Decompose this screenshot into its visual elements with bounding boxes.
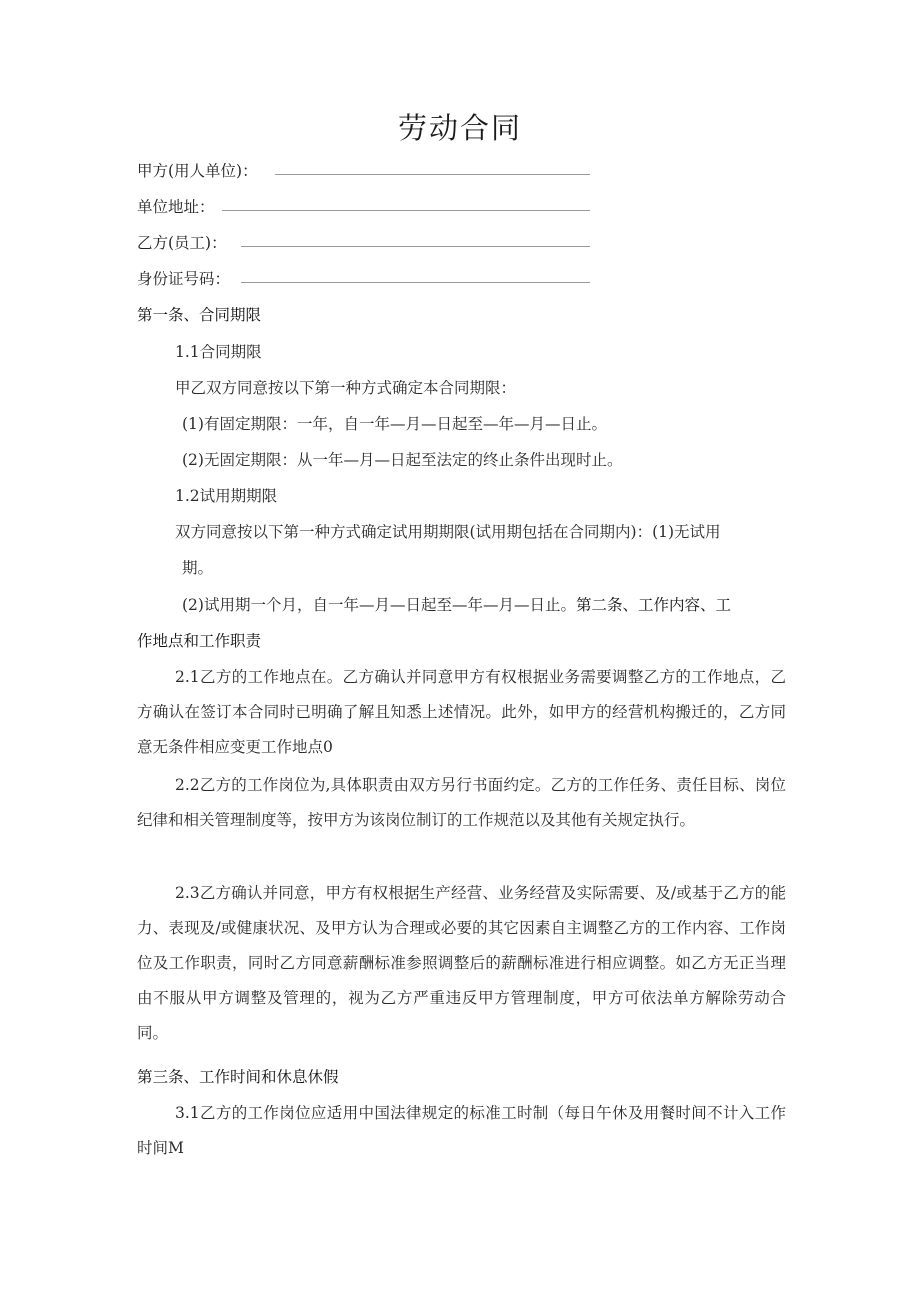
id-number-blank-line (241, 282, 590, 283)
article-2-heading-part-1: 第二条、工作内容、工 (575, 596, 731, 614)
address-blank-line (222, 210, 590, 211)
section-1-2-option-2: (2)试用期一个月，自一年—月—日起至—年—月—日止。 (182, 596, 576, 614)
address-field (137, 195, 590, 219)
employee-label: 乙方(员工)： (137, 234, 227, 252)
article-1-heading: 第一条、合同期限 (137, 306, 262, 324)
section-1-1-option-1: (1)有固定期限：一年，自一年—月—日起至—年—月—日止。 (182, 415, 607, 433)
article-3-heading: 第三条、工作时间和休息休假 (137, 1068, 339, 1086)
section-1-2-option-2-line (182, 593, 731, 617)
article-2-heading-part-2: 作地点和工作职责 (137, 632, 262, 650)
document-title: 劳动合同 (397, 111, 522, 145)
id-number-field (137, 267, 590, 291)
id-number-label: 身份证号码： (137, 270, 231, 288)
section-1-1-intro: 甲乙双方同意按以下第一种方式确定本合同期限： (175, 379, 517, 397)
employee-field (137, 231, 590, 255)
employee-blank-line (241, 246, 590, 247)
section-2-2-paragraph: 2.2乙方的工作岗位为,具体职责由双方另行书面约定。乙方的工作任务、责任目标、岗位纪律和相关管理制度等，按甲方为该岗位制订的工作规范以及其他有关规定执行。 (137, 776, 786, 829)
address-label: 单位地址： (137, 198, 215, 216)
section-2-3-paragraph: 2.3乙方确认并同意，甲方有权根据生产经营、业务经营及实际需要、及/或基于乙方的能力、表现及/或健康状况、及甲方认为合理或必要的其它因素自主调整乙方的工作内容、工作岗位及工作职责，同时乙方同意薪酬标准参照调整后的薪酬标准进行相应调整。如乙方无正当理由不服从甲方调整及管理的，视为乙方严重违反甲方管理制度，甲方可依法单方解除劳动合同。 (137, 884, 786, 1042)
section-1-1-title: 1.1合同期限 (175, 343, 262, 361)
employer-blank-line (275, 174, 590, 175)
section-3-1-paragraph: 3.1乙方的工作岗位应适用中国法律规定的标准工时制（每日午休及用餐时间不计入工作时间M (137, 1104, 786, 1157)
employer-field (137, 159, 590, 183)
employer-label: 甲方(用人单位)： (137, 162, 258, 180)
section-2-1-paragraph: 2.1乙方的工作地点在。乙方确认并同意甲方有权根据业务需要调整乙方的工作地点，乙方确认在签订本合同时已明确了解且知悉上述情况。此外，如甲方的经营机构搬迁的，乙方同意无条件相应变更工作地点0 (137, 668, 786, 756)
section-1-2-intro-line-2: 期。 (182, 559, 214, 577)
section-1-1-option-2: (2)无固定期限：从一年—月—日起至法定的终止条件出现时止。 (182, 451, 623, 469)
section-1-2-title: 1.2试用期期限 (175, 487, 278, 505)
section-1-2-intro-line-1: 双方同意按以下第一种方式确定试用期期限(试用期包括在合同期内)：(1)无试用 (175, 523, 721, 541)
